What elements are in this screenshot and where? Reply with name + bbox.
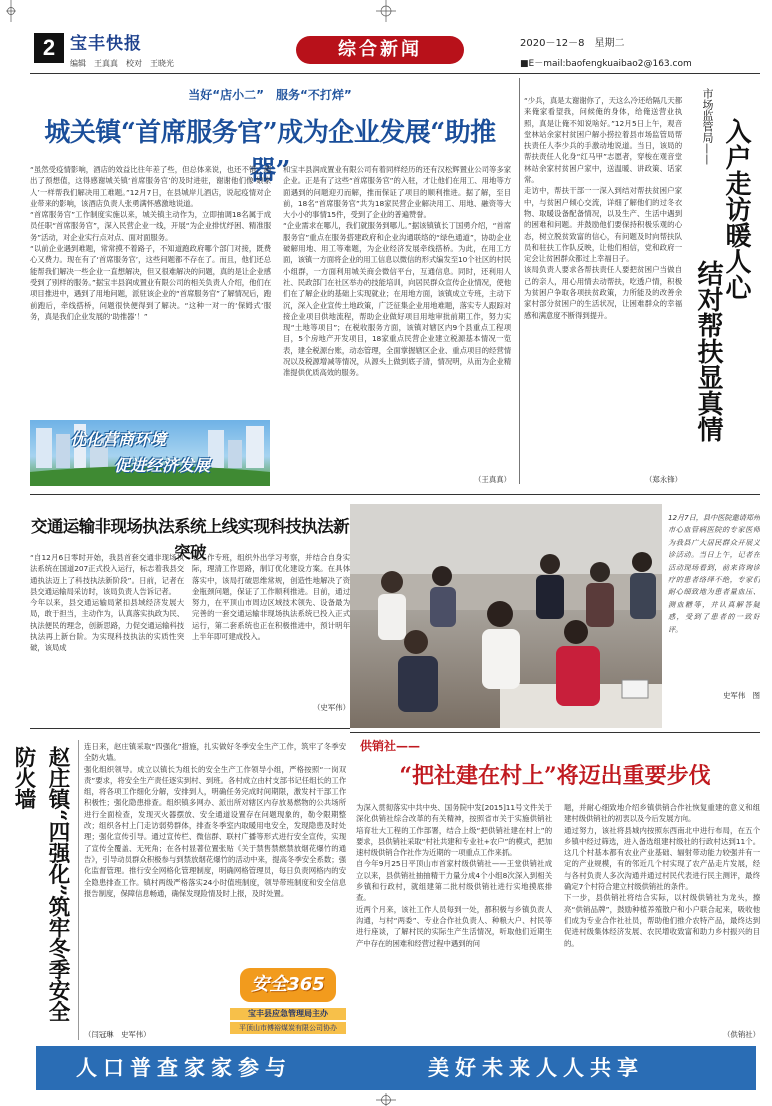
article4-divider (78, 740, 79, 1040)
article3-headline: 交通运输非现场执法系统上线实现科技执法新突破 (30, 517, 349, 562)
safety-365-logo (230, 968, 346, 1036)
article5-column-2: 题，并耐心细致地介绍乡镇供销合作社恢复重建的意义和组建村级供销社的初衷以及今后发展方向。 通过努力，该社将县城内按照东西南北中进行布局，在五个乡镇中经过筛选，进入备选组建村级社的行政村达到11个。这几个村基本都有农业产业基础、辐射带动能力较强并有一定的产业规模，有的邻近几个村实现了农产品走片发展，经与各村负责人多次沟通并通过村民代表进行民主测评，最终确定7个村符合建立村级供销社的条件。 下一步，县供销社将结合实际，以村级供销社为龙头，擦亮“供销品牌”，鼓励种植养殖散户和小户联合起来，吸收他们成为专业合作社社员，帮助他们推介农特产品，最终达到促进村级集体经济发展、农民增收致富和助力乡村振兴的目的。 (564, 803, 760, 948)
editor-line: 编辑 王真真 校对 王晓光 (70, 59, 174, 68)
registration-mark-left (6, 0, 16, 22)
article1-headline: 城关镇“首席服务官”成为企业发展“助推器” (44, 118, 496, 186)
article5-byline: （供销社） (723, 1030, 760, 1039)
masthead-logo: 宝丰快报 (70, 34, 142, 54)
article1-kicker: 当好“店小二” 服务“不打烊” (188, 88, 352, 102)
article5-tag: 供销社—— (360, 739, 421, 753)
safety-logo-badge (240, 968, 336, 1002)
section-rule-3 (30, 728, 350, 729)
article3-column-1: “自12月6日零时开始，我县首套交通非现场执法系统在国道207正式投入运行，标志着我县交通执法迈上了科技执法新阶段”。日前，记者在县交通运输局采访时，该局负责人告诉记者。 今年以来，县交通运输局紧扣县域经济发展大局，敢于担当，主动作为，认真落实执政为民、执法便民的理念，创新思路，力促交通运输科技执法再上新台阶。为实现科技执法的实质性突破，该局成 (30, 553, 184, 653)
issue-date: 2020－12－8 星期二 (520, 38, 625, 49)
article2-headline-1: 入户走访暖人心 (721, 118, 751, 300)
article3-byline: （史军伟） (313, 703, 350, 712)
page-number: 2 (34, 33, 64, 63)
email-line: ■E－mail:baofengkuaibao2@163.com (520, 59, 692, 69)
article5-column-1: 为深入贯彻落实中共中央、国务院中发[2015]11号文件关于深化供销社综合改革的有关精神，按照省市关于实施供销社培育壮大工程的工作部署，结合上级“把供销社建在村上”的要求，县供销社采取“村社共建和专业社+农户”的模式，把加速村级供销合作社作为近期的一项重点工作来抓。 自今年9月25日平顶山市首家村级供销社——王堂供销社成立以来，县供销社抽抽精干力量分成4个小组8次深入到相关乡镇和行政村，就组建第二批村级供销社进行实地摸底排查。 近两个月来，该社工作人员每到一处，都积极与乡镇负责人沟通，与村“两委”、专业合作社负责人、种粮大户、村民等进行座谈，了解村民的实际生产生活情况，听取他们近期生产中存在的困难和经营过程中遇到的问 (356, 803, 552, 948)
registration-mark-bottom (376, 1092, 396, 1106)
article4-byline: （闫冠琳 史军伟） (84, 1029, 228, 1041)
article2-body: “少兵，真是太谢谢你了，天这么冷还给隔几天都来俺家看望我，问候俺的身体，给俺送营业执照，真是让俺不知说啥好。”12月5日上午，观音堂林站余家村贫困户解小捞拉着县市场监管局帮扶责任人李少兵的手激动地说道。当日，该局的帮扶责任人化身“红马甲”志愿者，穿梭在观音堂林站余家村贫困户家中，送温暖、讲政策、话家常。 走访中，帮扶干部一一深入到结对帮扶贫困户家中，与贫困户倾心交流，详细了解他们的过冬衣物、取暖设备配备情况，以及生产、生活中遇到的困难和问题。并鼓励他们要保持积极乐观的心态，树立脱贫致富的信心，有问题及时向帮扶队员和驻扶工作队反映，让他们相信，党和政府一定会让贫困群众都过上幸福日子。 该局负责人要求各帮扶责任人要把贫困户当做自己的亲人，用心用情去动帮扶，吃透户情，积极为贫困户争取各项扶贫政策，力所能及的改善余家村部分贫困户的生活状况，让困难群众的幸福感和满意度不断得到提升。 (524, 96, 682, 320)
footer-banner (36, 1046, 756, 1090)
registration-mark-center (376, 0, 396, 22)
footer-slogan-1: 人口普查家家参与 (76, 1056, 292, 1080)
business-environment-banner (30, 420, 270, 486)
safety-logo-line-2: 平顶山市傅裕煤炭有限公司协办 (230, 1022, 346, 1034)
article1-byline: （王真真） (448, 474, 511, 486)
article5-headline: “把社建在村上”将迈出重要步伐 (399, 763, 711, 789)
article4-body: 连日来，赵庄镇采取“四强化”措施，扎实做好冬季安全生产工作，筑牢了冬季安全防火墙。 强化组织领导。成立以镇长为组长的安全生产工作领导小组，严格按照“一岗双责”要求，将安全生产责任逐实到村、到班。各村成立由村支部书记任组长的工作组，将各项工作细化分解，安排到人，明确任务完成时间期限，激发村干部工作积极性；强化隐患排查。组织镇多网办、派出所对辖区内存放易燃物的公共场所进行全面检查，发现灭火器摆放、安全通道设置存在问题现象的，勒令限期整改；组织各村上门走访弱势群体，排查冬季室内取暖用电安全，发现隐患及时处理；强化宣传引导。通过宣传栏、微信群、联村广播等形式进行安全宣传，实现了宣传全覆盖、无死角；在各村显著位置张贴《关于禁售禁燃禁放烟花爆竹的通告》，引导动员群众积极参与到禁放烟花爆竹的活动中来，提高冬季安全系数；强化监督管理。推行安全网格化管理制度，明确网格管理员，每日负责网格内的安全隐患排查工作。镇村两级严格落实24小时值班制度，领导带班制度和安全信息报告制度，保障信息畅通，确保发现险情及时上报，及时处置。 (84, 742, 346, 898)
photo-credit: 史军伟 图 (723, 691, 760, 700)
header-rule (30, 73, 760, 74)
section-banner (296, 36, 464, 64)
section-rule-1 (30, 494, 760, 495)
clinic-photo (350, 504, 662, 728)
article2-byline: （郑永锋） (645, 475, 682, 484)
article2-headline-2: 结对帮扶显真情 (693, 260, 723, 442)
column-divider (519, 78, 520, 484)
section-rule-2 (350, 732, 760, 733)
article2-tag: 市场监管局—— (701, 88, 714, 165)
clinic-photo-illustration (350, 504, 662, 728)
banner-line-1: 优化营商环境 (70, 430, 167, 449)
safety-logo-line-1: 宝丰县应急管理局主办 (230, 1008, 346, 1020)
section-title: 综合新闻 (338, 39, 422, 60)
article1-column-1: “虽然受疫情影响，酒店的效益比往年差了些，但总体来说，也还不错，超出了预想值，这得感谢城关镇‘首席服务官’的及时进驻，谢谢他们像‘娘家人’一样帮我们解决用工难题。”12月7日，在县城岸儿酒店，说起疫情对企业带来的影响，该酒店负责人张勇满怀感激地说道。 “首席服务官”工作制度实施以来，城关镇主动作为，立即抽调18名属于成员任职“首席服务官”，深入民营企业一线，开展“为企业排忧纾困、精准服务”活动，对企业实行点对点、面对面服务。 “以前企业遇到难题，常常摸不着路子，不知道跑政府哪个部门对接，既费心又费力。现在有了‘首席服务官’，这些问题都不存在了。而且，他们还总能帮我们解决一些企业一直想解决，但又很难解决的问题，真的是让企业感受到了别样的服务。”据宝丰县润成置业有限公司的相关负责人介绍，他们在项目推进中，遇到了用地问题，派驻该企业的“首席服务官”了解情况后，跑前跑后，牵线搭桥，问题很快便得到了解决。“这种一对一的‘保姆式’服务，真是我们企业发展的‘助推器’！” (30, 165, 271, 321)
article4-headline: 赵庄镇“四强化”筑牢冬季安全防火墙 (11, 746, 70, 1022)
footer-slogan-2: 美好未来人人共享 (428, 1056, 644, 1080)
photo-caption: 12月7日，县中医院邀请郑州市心血管病医院的专家医师为我县广大居民群众开展义诊活动。当日上午，记者在活动现场看到，前来咨询诊疗的患者络绎不绝，专家们耐心细致地为患者量血压、测血糖等，并认真解答疑惑，受到了患者的一致好评。 (668, 513, 760, 634)
article1-column-2: 和宝丰县润成置业有限公司有着同样经历的还有汉松辉置业公司等多家企业。正是有了这些“首席服务官”的入驻，才让他们在用工、用地等方面遇到的问题迎刃而解，推而保证了项目的顺利推进。据了解，至目前，18名“首席服务官”共为18家民营企业解决用工、用地、融资等大大小小的事情15件，受到了企业的普遍赞誉。 “企业需求在哪儿，我们就服务到哪儿。”据该镇镇长丁国勇介绍，“首席服务官”重点在服务搭建政府和企业沟通联络的“绿色通道”，协助企业破解用地、用工等难题，为企业经济发展牵线搭桥。为此，在用工方面，该镇一方面将企业的用工信息以微信的形式编发至10个社区的村民小组群，一方面利用城关商会微信平台，互通信息。同时，还利用人社、民政部门在社区举办的技能培训，向居民群众宣传企业情况，使他们在了解企业的基础上实现就业；在用地方面，该镇成立专班，主动下沉，深入企业宣传土地政策，广泛征集企业用地难题，落实专人跟踪对接企业项目供地流程，帮助企业做好项目用地审批前期工作，努力实现“土地等项目”；在税收服务方面，该镇对辖区内9个县重点工程项目，5个房地产开发项目，18家重点民营企业建立税源基本情况一览表，建全税源台账，动态管理，全面掌握辖区企业、重点项目的经营情况以及税源增减等情况，从源头上做到底子清，情况明，从而为企业精准提供优质高效的服务。 (283, 165, 511, 378)
article3-column-2: 立工作专班，组织外出学习考察，并结合自身实际，理清工作思路，制订优化建设方案。在具体落实中，该局打破思维常规，创造性地解决了资金瓶颈问题，保证了工作顺利推进。目前，通过努力，在平顶山市周边区域技术领先、设备最为完善的一套交通运输非现场执法系统已投入正式运行，第二套系统也正在积极推进中，预计明年上半年即可建成投入。 (192, 553, 350, 642)
banner-line-2: 促进经济发展 (114, 456, 211, 475)
safety-logo-text: 安全365 (251, 974, 325, 995)
